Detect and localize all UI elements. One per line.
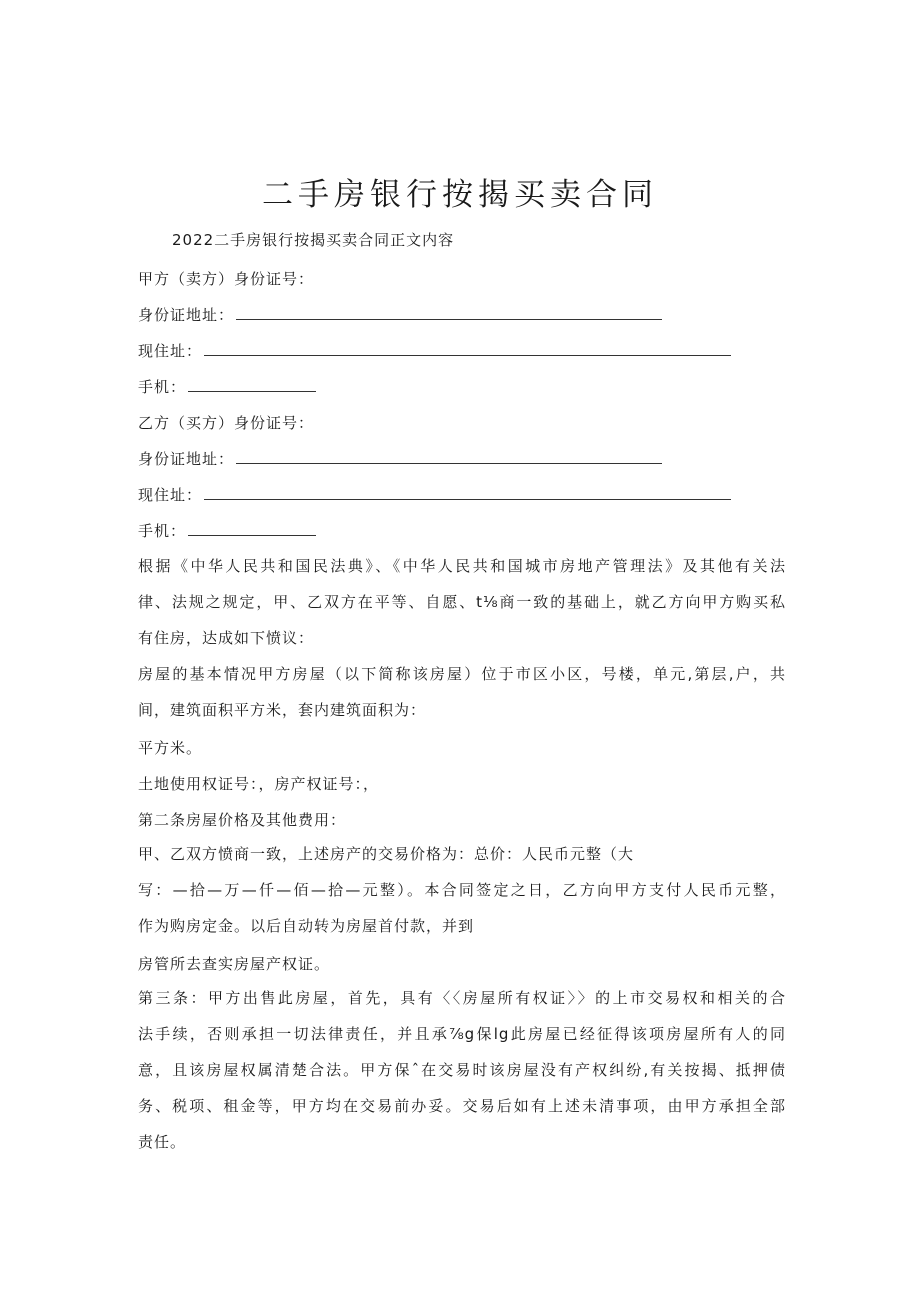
party-a-address-label: 身份证地址：	[138, 306, 235, 324]
party-a-address-line	[138, 304, 662, 325]
party-a-current-label: 现住址：	[138, 342, 203, 360]
price-paragraph	[138, 836, 786, 944]
paragraph-line: 意，且该房屋权属清楚合法。甲方保ˆ在交易时该房屋没有产权纠纷,有关按揭、抵押债	[138, 1061, 786, 1079]
paragraph-line: 间，建筑面积平方米，套内建筑面积为：	[138, 701, 427, 719]
party-b-phone-blank	[188, 521, 316, 536]
party-b-current-label: 现住址：	[138, 486, 203, 504]
party-a-current-line	[138, 340, 731, 361]
party-b-id-line	[138, 412, 314, 433]
party-b-address-blank	[236, 449, 662, 464]
party-a-id-label: 甲方（卖方）身份证号：	[138, 270, 315, 288]
document-subtitle: 2022二手房银行按揭买卖合同正文内容	[172, 231, 455, 249]
party-b-address-line	[138, 448, 662, 469]
house-paragraph	[138, 656, 786, 728]
party-a-id-line	[138, 268, 314, 289]
party-a-phone-blank	[188, 377, 316, 392]
party-a-phone-label: 手机：	[138, 378, 187, 396]
party-b-phone-line	[138, 520, 316, 541]
sqm-line: 平方米。	[138, 739, 203, 757]
party-a-phone-line	[138, 376, 316, 397]
party-b-address-label: 身份证地址：	[138, 450, 235, 468]
paragraph-line: 律、法规之规定，甲、乙双方在平等、自愿、t⅛商一致的基础上，就乙方向甲方购买私	[138, 593, 786, 611]
party-b-current-line	[138, 484, 731, 505]
party-b-phone-label: 手机：	[138, 522, 187, 540]
paragraph-line: 甲、乙双方愤商一致，上述房产的交易价格为：总价：人民币元整（大	[138, 845, 635, 863]
document-title: 二手房银行按揭买卖合同	[262, 176, 658, 213]
party-b-id-label: 乙方（买方）身份证号：	[138, 414, 315, 432]
paragraph-line: 法手续，否则承担一切法律责任，并且承⅞g保lg此房屋已经征得该项房屋所有人的同	[138, 1025, 786, 1043]
paragraph-line: 房屋的基本情况甲方房屋（以下简称该房屋）位于市区小区，号楼，单元,第层,户，共	[138, 665, 786, 683]
article-3-paragraph	[138, 980, 786, 1160]
paragraph-line: 写：—拾—万—仟—佰—拾—元整）。本合同签定之日，乙方向甲方支付人民币元整，	[138, 881, 786, 899]
paragraph-line: 根据《中华人民共和国民法典》、《中华人民共和国城市房地产管理法》及其他有关法	[138, 557, 786, 575]
party-a-address-blank	[236, 305, 662, 320]
paragraph-line: 有住房，达成如下愤议：	[138, 629, 315, 647]
land-cert-line: 土地使用权证号：，房产权证号：，	[138, 775, 380, 793]
paragraph-line: 作为购房定金。以后自动转为房屋首付款，并到	[138, 917, 475, 935]
verify-line: 房管所去查实房屋产权证。	[138, 955, 331, 973]
party-b-current-blank	[204, 485, 731, 500]
paragraph-line: 务、税项、租金等，甲方均在交易前办妥。交易后如有上述未清事项，由甲方承担全部	[138, 1097, 786, 1115]
article-2-title: 第二条房屋价格及其他费用：	[138, 811, 347, 829]
paragraph-line: 第三条：甲方出售此房屋，首先，具有〈〈房屋所有权证〉〉的上市交易权和相关的合	[138, 989, 786, 1007]
intro-paragraph	[138, 548, 786, 656]
paragraph-line: 责任。	[138, 1133, 187, 1151]
party-a-current-blank	[204, 341, 731, 356]
